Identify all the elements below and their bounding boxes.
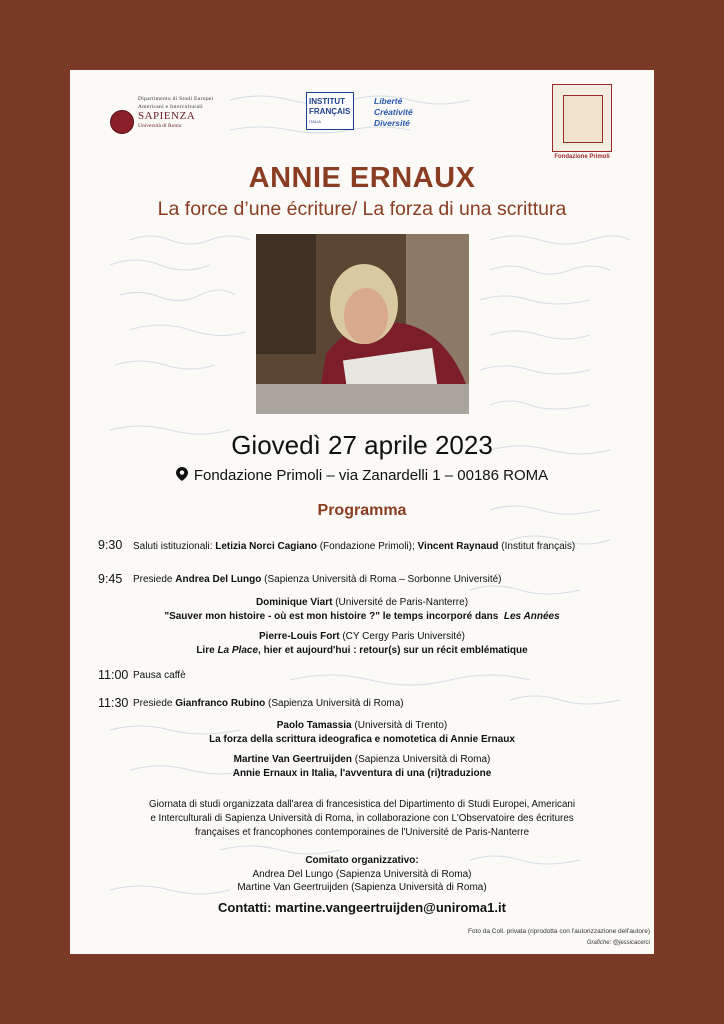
book-la-place: La Place (217, 645, 259, 656)
intro-line-1: Giornata di studi organizzata dall'area di francesistica del Dipartimento di Studi Europei, Americani (148, 799, 576, 810)
programma-heading: Programma (317, 502, 407, 519)
venue-text: Fondazione Primoli – via Zanardelli 1 – 00186 ROMA (193, 467, 549, 484)
session-presiede-rubino (133, 698, 404, 709)
motto-diversite: Diversité (374, 118, 410, 128)
dept-name-line2: Americani e Interculturali (138, 104, 203, 110)
fondazione-primoli-logo (552, 84, 612, 164)
motto-creativite: Créativité (374, 107, 413, 117)
intro-line-2: e Interculturali di Sapienza Università di Roma, in collaborazione con L'Observatoire des écritures (150, 813, 574, 824)
chair-rubino: Gianfranco Rubino (175, 698, 266, 709)
sapienza-logo (110, 94, 260, 138)
saluti-label: Saluti istituzionali: (133, 541, 216, 552)
affiliation-viart: (Université de Paris-Nanterre) (332, 597, 469, 608)
talk-van-geertruijden: Annie Ernaux in Italia, l'avventura di una (ri)traduzione (232, 768, 492, 779)
contact-email: Contatti: martine.vangeertruijden@uniroma1.it (218, 900, 506, 915)
event-title: ANNIE ERNAUX (248, 162, 476, 194)
session-presiede-del-lungo (133, 574, 502, 585)
session-pausa: Pausa caffè (133, 670, 186, 681)
talk-tamassia: La forza della scrittura ideografica e nomotetica di Annie Ernaux (209, 734, 515, 745)
talk-fort-prefix: Lire (196, 645, 218, 656)
event-date: Giovedì 27 aprile 2023 (231, 430, 493, 460)
intro-paragraph (110, 798, 614, 840)
talk-fort (70, 645, 654, 656)
affiliation-del-lungo: (Sapienza Università di Roma – Sorbonne Université) (261, 574, 502, 585)
primoli-emblem (552, 84, 612, 152)
comitato-label: Comitato organizzativo: (305, 855, 419, 866)
poster (70, 70, 654, 954)
time-0930: 9:30 (98, 538, 123, 552)
speaker-tamassia: Paolo Tamassia (276, 720, 352, 731)
sapienza-name: SAPIENZA (138, 110, 196, 122)
author-photo (256, 234, 469, 414)
motto-liberte: Liberté (374, 96, 403, 106)
talk-fort-title: , hier et aujourd'hui : retour(s) sur un récit emblématique (258, 645, 528, 656)
primoli-emblem-inner (563, 95, 603, 143)
talk-viart-title: "Sauver mon histoire - où est mon histoire ?" le temps incorporé dans (164, 611, 499, 622)
speaker-van-geertruijden-line (70, 754, 654, 765)
event-subtitle: La force d’une écriture/ La forza di una scrittura (157, 198, 567, 220)
talk-viart (70, 611, 654, 622)
chair-del-lungo: Andrea Del Lungo (175, 574, 262, 585)
comitato-member-1: Andrea Del Lungo (Sapienza Università di Roma) (252, 869, 472, 880)
book-les-annees: Les Années (503, 611, 560, 622)
affiliation-institut: (Institut français) (498, 541, 576, 552)
institut-logo-line1: INSTITUT (309, 97, 345, 106)
speaker-tamassia-line (70, 720, 654, 731)
author-photo-drawing (256, 234, 469, 414)
speaker-norci-cagiano: Letizia Norci Cagiano (215, 541, 317, 552)
affiliation-primoli: (Fondazione Primoli); (316, 541, 418, 552)
time-1100: 11:00 (98, 668, 129, 682)
intro-line-3: françaises et francophones contemporaines de l'Université de Paris-Nanterre (194, 827, 530, 838)
sapienza-subname: Università di Roma (138, 123, 182, 129)
speaker-fort: Pierre-Louis Fort (259, 631, 340, 642)
affiliation-van-geertruijden: (Sapienza Università di Roma) (351, 754, 491, 765)
speaker-fort-line (70, 631, 654, 642)
dept-name-line1: Dipartimento di Studi Europei (138, 96, 214, 102)
affiliation-fort: (CY Cergy Paris Université) (339, 631, 465, 642)
primoli-caption: Fondazione Primoli (554, 154, 610, 160)
session-saluti (133, 541, 575, 552)
speaker-viart-line (70, 597, 654, 608)
time-0945: 9:45 (98, 572, 123, 586)
speaker-viart: Dominique Viart (255, 597, 333, 608)
sapienza-seal-icon (110, 110, 134, 134)
speaker-van-geertruijden: Martine Van Geertruijden (233, 754, 352, 765)
comitato-member-2: Martine Van Geertruijden (Sapienza Università di Roma) (237, 882, 487, 893)
institut-logo-line2: FRANÇAIS (309, 107, 351, 116)
affiliation-tamassia: (Università di Trento) (351, 720, 448, 731)
institut-logo-line3: ITALIA (309, 119, 321, 124)
presiede-label-2: Presiede (133, 698, 176, 709)
speaker-raynaud: Vincent Raynaud (417, 541, 499, 552)
location-pin-icon (176, 467, 188, 481)
event-venue (70, 467, 654, 484)
graphics-credit: Grafiche: @jessicacerci (586, 940, 650, 946)
institut-francais-logo (306, 92, 354, 130)
affiliation-rubino: (Sapienza Università di Roma) (265, 698, 404, 709)
time-1130: 11:30 (98, 696, 129, 710)
photo-credit: Foto da Coll. privata (riprodotta con l'autorizzazione dell'autore) (467, 928, 650, 935)
presiede-label: Presiede (133, 574, 176, 585)
